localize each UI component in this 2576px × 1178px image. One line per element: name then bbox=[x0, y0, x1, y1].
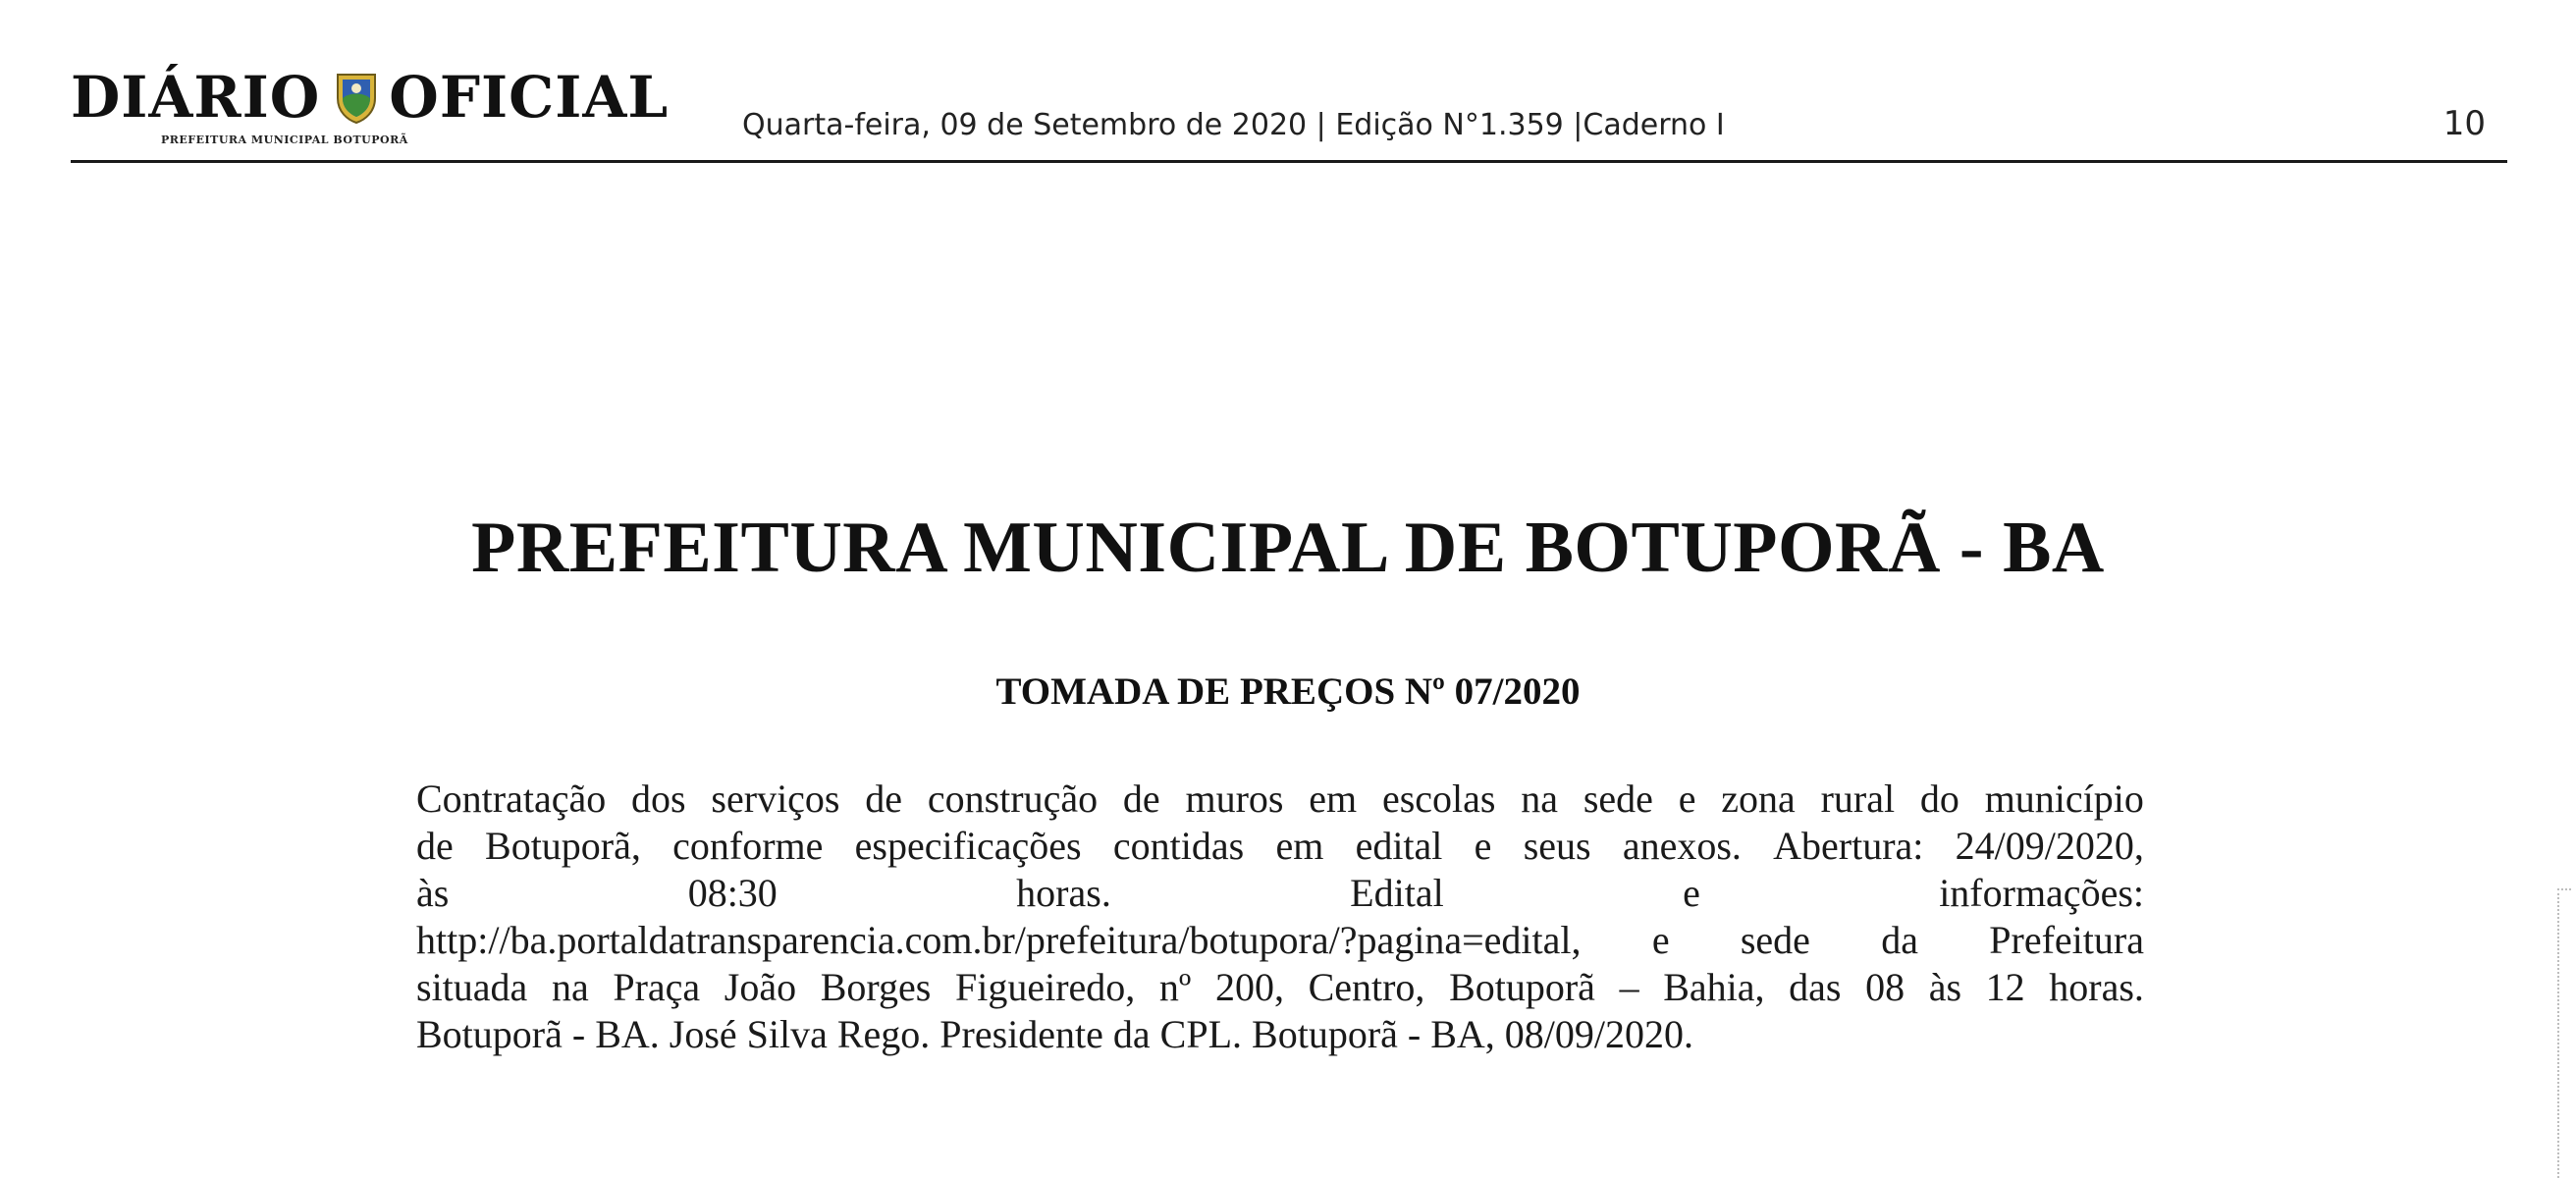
notice-line bbox=[416, 917, 2144, 964]
masthead-title bbox=[71, 65, 669, 130]
notice-word: Abertura: bbox=[1773, 824, 1924, 868]
notice-word: situada bbox=[416, 965, 528, 1009]
notice-word: muros bbox=[1185, 776, 1284, 821]
notice-word: serviços bbox=[711, 776, 840, 821]
document-subheading: TOMADA DE PREÇOS Nº 07/2020 bbox=[995, 670, 1581, 713]
header-divider bbox=[71, 160, 2507, 163]
masthead-word-oficial: OFICIAL bbox=[389, 64, 670, 131]
notice-word: informações: bbox=[1939, 871, 2144, 915]
notice-word: às bbox=[416, 871, 450, 915]
notice-word: do bbox=[1919, 776, 1959, 821]
notice-word: Prefeitura bbox=[1989, 918, 2144, 962]
notice-word: município bbox=[1984, 776, 2144, 821]
notice-word: 24/09/2020, bbox=[1955, 824, 2144, 868]
notice-word: horas. bbox=[2049, 965, 2144, 1009]
notice-line bbox=[416, 776, 2144, 823]
notice-word: Botuporã, bbox=[485, 824, 641, 868]
notice-word: e bbox=[1683, 871, 1700, 915]
notice-word: Praça bbox=[613, 965, 701, 1009]
notice-word: anexos. bbox=[1622, 824, 1742, 868]
notice-word: Borges bbox=[820, 965, 932, 1009]
notice-word: Centro, bbox=[1308, 965, 1425, 1009]
notice-word: seus bbox=[1523, 824, 1591, 868]
notice-word: horas. bbox=[1016, 871, 1111, 915]
notice-word: em bbox=[1309, 776, 1358, 821]
notice-word: da bbox=[1881, 918, 1918, 962]
notice-word: zona bbox=[1721, 776, 1796, 821]
notice-word: João bbox=[724, 965, 797, 1009]
notice-word: edital bbox=[1355, 824, 1443, 868]
notice-word: e bbox=[1651, 918, 1670, 962]
notice-word: nº bbox=[1158, 965, 1192, 1009]
notice-word: escolas bbox=[1381, 776, 1496, 821]
masthead-word-diario: DIÁRIO bbox=[71, 64, 321, 131]
notice-word: de bbox=[1122, 776, 1160, 821]
document-headline: PREFEITURA MUNICIPAL DE BOTUPORÃ - BA bbox=[471, 508, 2105, 588]
notice-word: rural bbox=[1820, 776, 1896, 821]
notice-word: 12 bbox=[1985, 965, 2025, 1009]
notice-word: contidas bbox=[1112, 824, 1245, 868]
notice-word: sede bbox=[1583, 776, 1653, 821]
notice-word: Botuporã - BA. José Silva Rego. Presidente da CPL. Botuporã - BA, 08/09/2020. bbox=[416, 1012, 1694, 1056]
notice-word: de bbox=[416, 824, 454, 868]
edition-info: Quarta-feira, 09 de Setembro de 2020 | Edição N°1.359 |Caderno I bbox=[742, 108, 1725, 142]
notice-word: Edital bbox=[1350, 871, 1444, 915]
masthead-logo bbox=[71, 64, 670, 159]
notice-word: e bbox=[1474, 824, 1492, 868]
margin-crop-marks bbox=[2557, 888, 2571, 1178]
notice-word: e bbox=[1678, 776, 1696, 821]
notice-word: na bbox=[551, 965, 589, 1009]
notice-word: na bbox=[1521, 776, 1559, 821]
notice-word: – bbox=[1619, 965, 1639, 1009]
notice-word: Contratação bbox=[416, 776, 607, 821]
notice-word: http://ba.portaldatransparencia.com.br/prefeitura/botupora/?pagina=edital, bbox=[416, 918, 1582, 962]
notice-line bbox=[416, 870, 2144, 917]
coat-of-arms-icon bbox=[334, 71, 379, 124]
notice-word: Botuporã bbox=[1449, 965, 1595, 1009]
notice-word: especificações bbox=[854, 824, 1082, 868]
notice-word: sede bbox=[1740, 918, 1810, 962]
notice-line bbox=[416, 964, 2144, 1011]
notice-word: em bbox=[1275, 824, 1324, 868]
notice-line bbox=[416, 823, 2144, 870]
page-number: 10 bbox=[2442, 104, 2486, 143]
notice-word: dos bbox=[631, 776, 686, 821]
notice-word: 200, bbox=[1214, 965, 1284, 1009]
notice-word: Figueiredo, bbox=[954, 965, 1136, 1009]
notice-word: Bahia, bbox=[1663, 965, 1765, 1009]
notice-word: 08 bbox=[1865, 965, 1905, 1009]
notice-word: de bbox=[865, 776, 903, 821]
notice-word: às bbox=[1928, 965, 1962, 1009]
notice-word: das bbox=[1789, 965, 1842, 1009]
masthead-subtitle: PREFEITURA MUNICIPAL BOTUPORÃ bbox=[161, 134, 408, 146]
notice-word: construção bbox=[927, 776, 1099, 821]
notice-word: 08:30 bbox=[687, 871, 778, 915]
notice-line bbox=[416, 1011, 2144, 1058]
notice-body bbox=[416, 776, 2144, 1058]
notice-word: conforme bbox=[672, 824, 824, 868]
page-header bbox=[71, 65, 2505, 167]
